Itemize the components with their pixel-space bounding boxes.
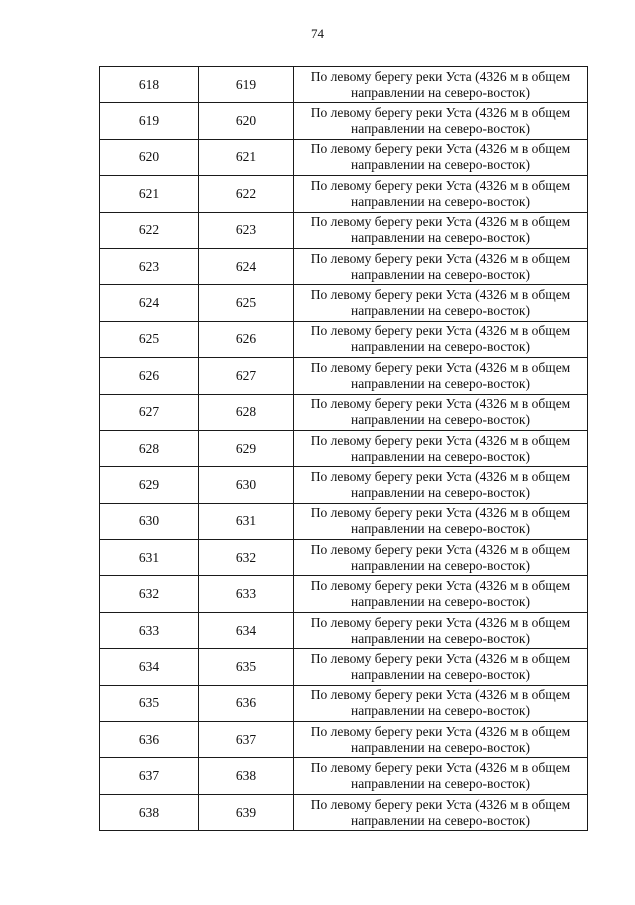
description-cell (294, 467, 588, 503)
point-from-cell: 628 (100, 430, 199, 466)
table-row (100, 612, 588, 648)
description-line-1: По левому берегу реки Уста (4326 м в общем (310, 432, 571, 448)
description-line-1: По левому берегу реки Уста (4326 м в общем (310, 396, 571, 412)
description-line-1: По левому берегу реки Уста (4326 м в общем (310, 105, 571, 121)
point-to-cell: 619 (199, 67, 294, 103)
point-from-cell: 633 (100, 612, 199, 648)
table-row (100, 685, 588, 721)
point-from-cell: 618 (100, 67, 199, 103)
description-cell (294, 576, 588, 612)
point-to-cell: 625 (199, 285, 294, 321)
point-from-cell: 630 (100, 503, 199, 539)
description-line-2: направлении на северо-восток) (351, 812, 530, 828)
description-line-1: По левому берегу реки Уста (4326 м в общем (310, 541, 571, 557)
description-line-2: направлении на северо-восток) (351, 484, 530, 500)
description-line-2: направлении на северо-восток) (351, 375, 530, 391)
description-cell (294, 139, 588, 175)
boundary-table (99, 66, 588, 831)
table-row (100, 467, 588, 503)
point-to-cell: 626 (199, 321, 294, 357)
point-to-cell: 620 (199, 103, 294, 139)
description-line-1: По левому берегу реки Уста (4326 м в общем (310, 468, 571, 484)
point-to-cell: 629 (199, 430, 294, 466)
point-to-cell: 621 (199, 139, 294, 175)
description-cell (294, 685, 588, 721)
point-from-cell: 636 (100, 722, 199, 758)
point-to-cell: 632 (199, 540, 294, 576)
description-line-1: По левому берегу реки Уста (4326 м в общем (310, 214, 571, 230)
description-line-1: По левому берегу реки Уста (4326 м в общем (310, 68, 571, 84)
point-from-cell: 626 (100, 358, 199, 394)
description-line-2: направлении на северо-восток) (351, 557, 530, 573)
point-to-cell: 636 (199, 685, 294, 721)
point-to-cell: 627 (199, 358, 294, 394)
description-line-2: направлении на северо-восток) (351, 121, 530, 137)
description-line-2: направлении на северо-восток) (351, 303, 530, 319)
point-to-cell: 633 (199, 576, 294, 612)
table-row (100, 576, 588, 612)
description-line-1: По левому берегу реки Уста (4326 м в общем (310, 505, 571, 521)
point-from-cell: 627 (100, 394, 199, 430)
description-cell (294, 430, 588, 466)
description-line-2: направлении на северо-восток) (351, 193, 530, 209)
table-row (100, 722, 588, 758)
point-from-cell: 625 (100, 321, 199, 357)
description-cell (294, 794, 588, 830)
description-line-2: направлении на северо-восток) (351, 230, 530, 246)
table-row (100, 358, 588, 394)
description-line-2: направлении на северо-восток) (351, 412, 530, 428)
description-line-2: направлении на северо-восток) (351, 594, 530, 610)
description-line-1: По левому берегу реки Уста (4326 м в общем (310, 650, 571, 666)
description-cell (294, 67, 588, 103)
point-to-cell: 634 (199, 612, 294, 648)
point-from-cell: 629 (100, 467, 199, 503)
description-cell (294, 758, 588, 794)
page-number: 74 (311, 26, 324, 41)
point-from-cell: 619 (100, 103, 199, 139)
description-line-2: направлении на северо-восток) (351, 703, 530, 719)
point-to-cell: 623 (199, 212, 294, 248)
point-from-cell: 631 (100, 540, 199, 576)
point-from-cell: 620 (100, 139, 199, 175)
description-line-1: По левому берегу реки Уста (4326 м в общем (310, 250, 571, 266)
point-to-cell: 622 (199, 176, 294, 212)
table-row (100, 649, 588, 685)
point-from-cell: 621 (100, 176, 199, 212)
table-row (100, 67, 588, 103)
table-row (100, 321, 588, 357)
description-cell (294, 540, 588, 576)
point-to-cell: 624 (199, 248, 294, 284)
description-line-2: направлении на северо-восток) (351, 157, 530, 173)
description-line-1: По левому берегу реки Уста (4326 м в общем (310, 760, 571, 776)
point-to-cell: 638 (199, 758, 294, 794)
point-from-cell: 638 (100, 794, 199, 830)
description-cell (294, 394, 588, 430)
description-cell (294, 321, 588, 357)
point-from-cell: 637 (100, 758, 199, 794)
description-line-1: По левому берегу реки Уста (4326 м в общем (310, 723, 571, 739)
point-to-cell: 635 (199, 649, 294, 685)
description-cell (294, 358, 588, 394)
point-to-cell: 628 (199, 394, 294, 430)
description-line-2: направлении на северо-восток) (351, 448, 530, 464)
point-to-cell: 631 (199, 503, 294, 539)
point-to-cell: 637 (199, 722, 294, 758)
point-from-cell: 622 (100, 212, 199, 248)
description-cell (294, 285, 588, 321)
description-line-2: направлении на северо-восток) (351, 630, 530, 646)
description-cell (294, 103, 588, 139)
description-line-1: По левому берегу реки Уста (4326 м в общем (310, 796, 571, 812)
description-line-1: По левому берегу реки Уста (4326 м в общем (310, 578, 571, 594)
description-cell (294, 212, 588, 248)
description-line-1: По левому берегу реки Уста (4326 м в общем (310, 687, 571, 703)
description-cell (294, 649, 588, 685)
point-from-cell: 634 (100, 649, 199, 685)
description-line-1: По левому берегу реки Уста (4326 м в общем (310, 141, 571, 157)
description-line-1: По левому берегу реки Уста (4326 м в общем (310, 323, 571, 339)
point-from-cell: 632 (100, 576, 199, 612)
point-to-cell: 630 (199, 467, 294, 503)
description-line-2: направлении на северо-восток) (351, 521, 530, 537)
description-cell (294, 612, 588, 648)
description-cell (294, 503, 588, 539)
table-row (100, 212, 588, 248)
description-line-1: По левому берегу реки Уста (4326 м в общем (310, 287, 571, 303)
point-from-cell: 623 (100, 248, 199, 284)
table-row (100, 285, 588, 321)
description-cell (294, 248, 588, 284)
table-row (100, 503, 588, 539)
description-line-2: направлении на северо-восток) (351, 266, 530, 282)
description-line-2: направлении на северо-восток) (351, 84, 530, 100)
point-from-cell: 624 (100, 285, 199, 321)
description-cell (294, 722, 588, 758)
table-row (100, 794, 588, 830)
table-row (100, 176, 588, 212)
table-row (100, 394, 588, 430)
point-from-cell: 635 (100, 685, 199, 721)
description-line-2: направлении на северо-восток) (351, 339, 530, 355)
description-line-1: По левому берегу реки Уста (4326 м в общем (310, 177, 571, 193)
table-row (100, 248, 588, 284)
table-row (100, 758, 588, 794)
description-cell (294, 176, 588, 212)
description-line-2: направлении на северо-восток) (351, 776, 530, 792)
description-line-1: По левому берегу реки Уста (4326 м в общем (310, 359, 571, 375)
table-row (100, 139, 588, 175)
table-body (100, 67, 588, 831)
description-line-1: По левому берегу реки Уста (4326 м в общем (310, 614, 571, 630)
table-row (100, 430, 588, 466)
point-to-cell: 639 (199, 794, 294, 830)
description-line-2: направлении на северо-восток) (351, 739, 530, 755)
table-row (100, 103, 588, 139)
description-line-2: направлении на северо-восток) (351, 666, 530, 682)
table-row (100, 540, 588, 576)
